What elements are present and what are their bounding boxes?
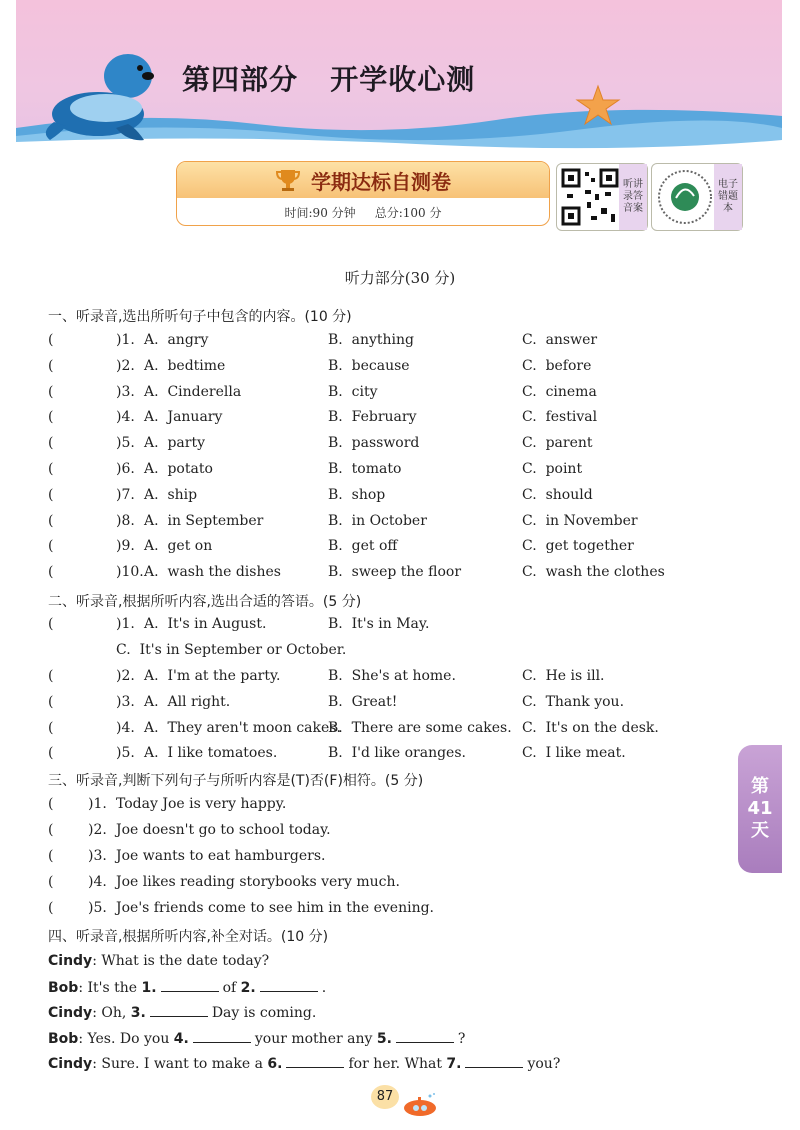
option-a: A. They aren't moon cakes. — [144, 719, 341, 736]
answer-bracket[interactable]: ( — [48, 538, 54, 555]
option-c: C. It's on the desk. — [522, 719, 659, 736]
fill-in-blank[interactable] — [150, 1004, 208, 1017]
option-c: C. cinema — [522, 383, 597, 400]
day-tab: 第 41 天 — [738, 745, 782, 873]
question-row — [48, 384, 728, 406]
blank-number: 2. — [240, 979, 256, 996]
part-title: 第四部分 开学收心测 — [182, 63, 476, 96]
question-row — [48, 358, 728, 380]
dialogue-text: for her. What — [348, 1056, 447, 1072]
answer-bracket[interactable]: ( — [48, 357, 54, 374]
question-number: )4. — [116, 719, 135, 736]
question-number: )1. — [116, 332, 135, 348]
option-a: A. January — [144, 409, 223, 426]
answer-bracket[interactable]: ( — [48, 822, 54, 838]
option-c: C. answer — [522, 332, 598, 348]
answer-bracket[interactable]: ( — [48, 900, 54, 916]
question-row — [48, 616, 728, 638]
question-number: )1. — [116, 616, 135, 632]
option-c: C. point — [522, 461, 583, 477]
option-b: B. tomato — [328, 461, 402, 477]
question-number: )3. — [116, 693, 135, 710]
blank-number: 5. — [376, 1030, 392, 1047]
dialogue-text: you? — [527, 1056, 561, 1072]
blank-number: 1. — [141, 979, 157, 996]
question-row — [48, 848, 728, 870]
seal-icon — [36, 36, 176, 146]
speaker-name: Cindy — [48, 1056, 93, 1072]
statement-text: Joe's friends come to see him in the evening. — [116, 900, 434, 916]
trophy-icon — [275, 167, 301, 193]
qr-code-icon — [561, 168, 619, 226]
question-row — [48, 332, 728, 354]
fill-in-blank[interactable] — [193, 1030, 251, 1043]
speaker-name: Bob — [48, 979, 79, 996]
section4-heading: 四、听录音,根据所听内容,补全对话。(10 分) — [48, 929, 329, 945]
dialogue-text: . — [321, 979, 327, 996]
page-number: 87 — [371, 1085, 399, 1109]
answer-bracket[interactable]: ( — [48, 383, 54, 400]
option-a: A. get on — [144, 538, 213, 555]
dialogue-text: of — [222, 979, 241, 996]
answer-bracket[interactable]: ( — [48, 874, 54, 890]
qr-label: 听讲 录答 音案 — [619, 164, 647, 230]
listening-title: 听力部分(30 分) — [344, 269, 456, 287]
dialogue-text: Yes. Do you — [87, 1030, 174, 1047]
question-row — [48, 796, 728, 818]
test-header — [177, 162, 549, 198]
option-a: A. ship — [144, 486, 198, 503]
question-number: )9. — [116, 538, 135, 555]
fill-in-blank[interactable] — [286, 1055, 344, 1068]
option-a: A. wash the dishes — [144, 564, 281, 581]
dialogue-text: What is the date today? — [101, 953, 270, 969]
answer-bracket[interactable]: ( — [48, 848, 54, 864]
option-c: C. wash the clothes — [522, 564, 665, 581]
fill-in-blank[interactable] — [161, 979, 219, 992]
fill-in-blank[interactable] — [396, 1030, 454, 1043]
answer-bracket[interactable]: ( — [48, 332, 54, 348]
option-b: B. sweep the floor — [328, 564, 462, 581]
fill-in-blank[interactable] — [465, 1055, 523, 1068]
option-b: B. city — [328, 383, 378, 400]
statement-text: Joe doesn't go to school today. — [116, 822, 331, 838]
statement-text: Joe likes reading storybooks very much. — [116, 874, 400, 890]
statement-text: Joe wants to eat hamburgers. — [116, 848, 326, 864]
question-number: )5. — [116, 435, 135, 452]
option-c: C. before — [522, 357, 592, 374]
question-number: )2. — [116, 668, 135, 684]
test-meta: 时间:90 分钟 总分:100 分 — [284, 206, 442, 220]
option-a: A. potato — [144, 461, 213, 477]
question-number: )5. — [88, 900, 107, 916]
section3-heading: 三、听录音,判断下列句子与所听内容是(T)否(F)相符。(5 分) — [48, 773, 424, 789]
option-b: B. get off — [328, 538, 398, 555]
section2-heading: 二、听录音,根据所听内容,选出合适的答语。(5 分) — [48, 594, 362, 610]
option-c: C. He is ill. — [522, 668, 605, 684]
starfish-icon — [575, 84, 621, 126]
blank-number: 6. — [267, 1056, 283, 1072]
qr-code-error-notebook[interactable] — [651, 163, 743, 231]
option-b: B. She's at home. — [328, 668, 456, 684]
option-c: C. parent — [522, 435, 593, 452]
question-row — [48, 461, 728, 483]
option-c: C. festival — [522, 409, 598, 426]
question-number: )7. — [116, 486, 135, 503]
question-row — [48, 513, 728, 535]
question-row — [48, 745, 728, 767]
blank-number: 7. — [446, 1056, 462, 1072]
answer-bracket[interactable]: ( — [48, 461, 54, 477]
option-b: B. in October — [328, 512, 427, 529]
option-a: A. angry — [144, 332, 209, 348]
option-b: B. because — [328, 357, 410, 374]
statement-text: Today Joe is very happy. — [116, 796, 287, 812]
option-a: A. I like tomatoes. — [144, 745, 278, 762]
option-b: B. It's in May. — [328, 616, 430, 632]
blank-number: 3. — [130, 1005, 146, 1021]
qr-code-icon — [656, 168, 714, 226]
qr-label: 电子 错题 本 — [714, 164, 742, 230]
answer-bracket[interactable]: ( — [48, 745, 54, 762]
dialogue-text: Day is coming. — [211, 1005, 317, 1021]
question-row-continued — [48, 642, 728, 664]
question-row — [48, 668, 728, 690]
option-c: C. Thank you. — [522, 693, 625, 710]
option-b: B. Great! — [328, 693, 398, 710]
question-number: )8. — [116, 512, 135, 529]
dialogue-line: Cindy: Sure. I want to make a 6. for her. What 7. you? — [48, 1056, 561, 1072]
answer-bracket[interactable]: ( — [48, 486, 54, 503]
option-b: B. February — [328, 409, 417, 426]
speaker-name: Bob — [48, 1030, 79, 1047]
question-number: )6. — [116, 461, 135, 477]
fill-in-blank[interactable] — [260, 979, 318, 992]
question-row — [48, 874, 728, 896]
question-number: )2. — [116, 357, 135, 374]
question-row — [48, 538, 728, 560]
option-c: C. should — [522, 486, 593, 503]
option-b: B. There are some cakes. — [328, 719, 512, 736]
question-row — [48, 409, 728, 431]
dialogue-text: your mother any — [254, 1030, 377, 1047]
question-number: )5. — [116, 745, 135, 762]
answer-bracket[interactable]: ( — [48, 668, 54, 684]
question-row — [48, 822, 728, 844]
question-row — [48, 694, 728, 716]
option-b: B. shop — [328, 486, 386, 503]
dialogue-text: ? — [457, 1030, 466, 1047]
answer-bracket[interactable]: ( — [48, 616, 54, 632]
dialogue-line: Bob: It's the 1. of 2. . — [48, 979, 327, 996]
question-number: )2. — [88, 822, 107, 838]
submarine-icon — [396, 1092, 440, 1118]
answer-bracket[interactable]: ( — [48, 796, 54, 812]
dialogue-text: Sure. I want to make a — [101, 1056, 268, 1072]
section1-heading: 一、听录音,选出所听句子中包含的内容。(10 分) — [48, 309, 352, 325]
question-number: )3. — [116, 383, 135, 400]
option-a: A. It's in August. — [144, 616, 267, 632]
answer-bracket[interactable]: ( — [48, 564, 54, 581]
option-a: A. I'm at the party. — [144, 668, 281, 684]
option-a: A. Cinderella — [144, 383, 242, 400]
qr-code-answer-audio[interactable] — [556, 163, 648, 231]
question-number: )4. — [88, 874, 107, 890]
blank-number: 4. — [173, 1030, 189, 1047]
option-c: C. get together — [522, 538, 634, 555]
question-number: )4. — [116, 409, 135, 426]
answer-bracket[interactable]: ( — [48, 435, 54, 452]
speaker-name: Cindy — [48, 1005, 93, 1021]
option-a: A. in September — [144, 512, 264, 529]
test-title: 学期达标自测卷 — [311, 169, 451, 194]
option-b: B. anything — [328, 332, 415, 348]
answer-bracket[interactable]: ( — [48, 719, 54, 736]
question-number: )3. — [88, 848, 107, 864]
speaker-name: Cindy — [48, 953, 93, 969]
option-a: A. bedtime — [144, 357, 226, 374]
question-row — [48, 564, 728, 586]
dialogue-text: Oh, — [101, 1005, 131, 1021]
question-number: )10. — [116, 564, 144, 581]
option-b: B. password — [328, 435, 420, 452]
question-row — [48, 487, 728, 509]
question-number: )1. — [88, 796, 107, 812]
question-row — [48, 720, 728, 742]
question-row — [48, 435, 728, 457]
dialogue-line: Cindy: What is the date today? — [48, 953, 270, 969]
option-c: C. It's in September or October. — [116, 642, 347, 658]
option-a: A. All right. — [144, 693, 231, 710]
answer-bracket[interactable]: ( — [48, 693, 54, 710]
dialogue-line: Bob: Yes. Do you 4. your mother any 5. ? — [48, 1030, 466, 1047]
dialogue-text: It's the — [87, 979, 142, 996]
dialogue-line: Cindy: Oh, 3. Day is coming. — [48, 1005, 317, 1021]
answer-bracket[interactable]: ( — [48, 512, 54, 529]
answer-bracket[interactable]: ( — [48, 409, 54, 426]
question-row — [48, 900, 728, 922]
option-c: C. in November — [522, 512, 638, 529]
option-a: A. party — [144, 435, 205, 452]
option-b: B. I'd like oranges. — [328, 745, 466, 762]
option-c: C. I like meat. — [522, 745, 626, 762]
test-info-box — [176, 161, 550, 226]
